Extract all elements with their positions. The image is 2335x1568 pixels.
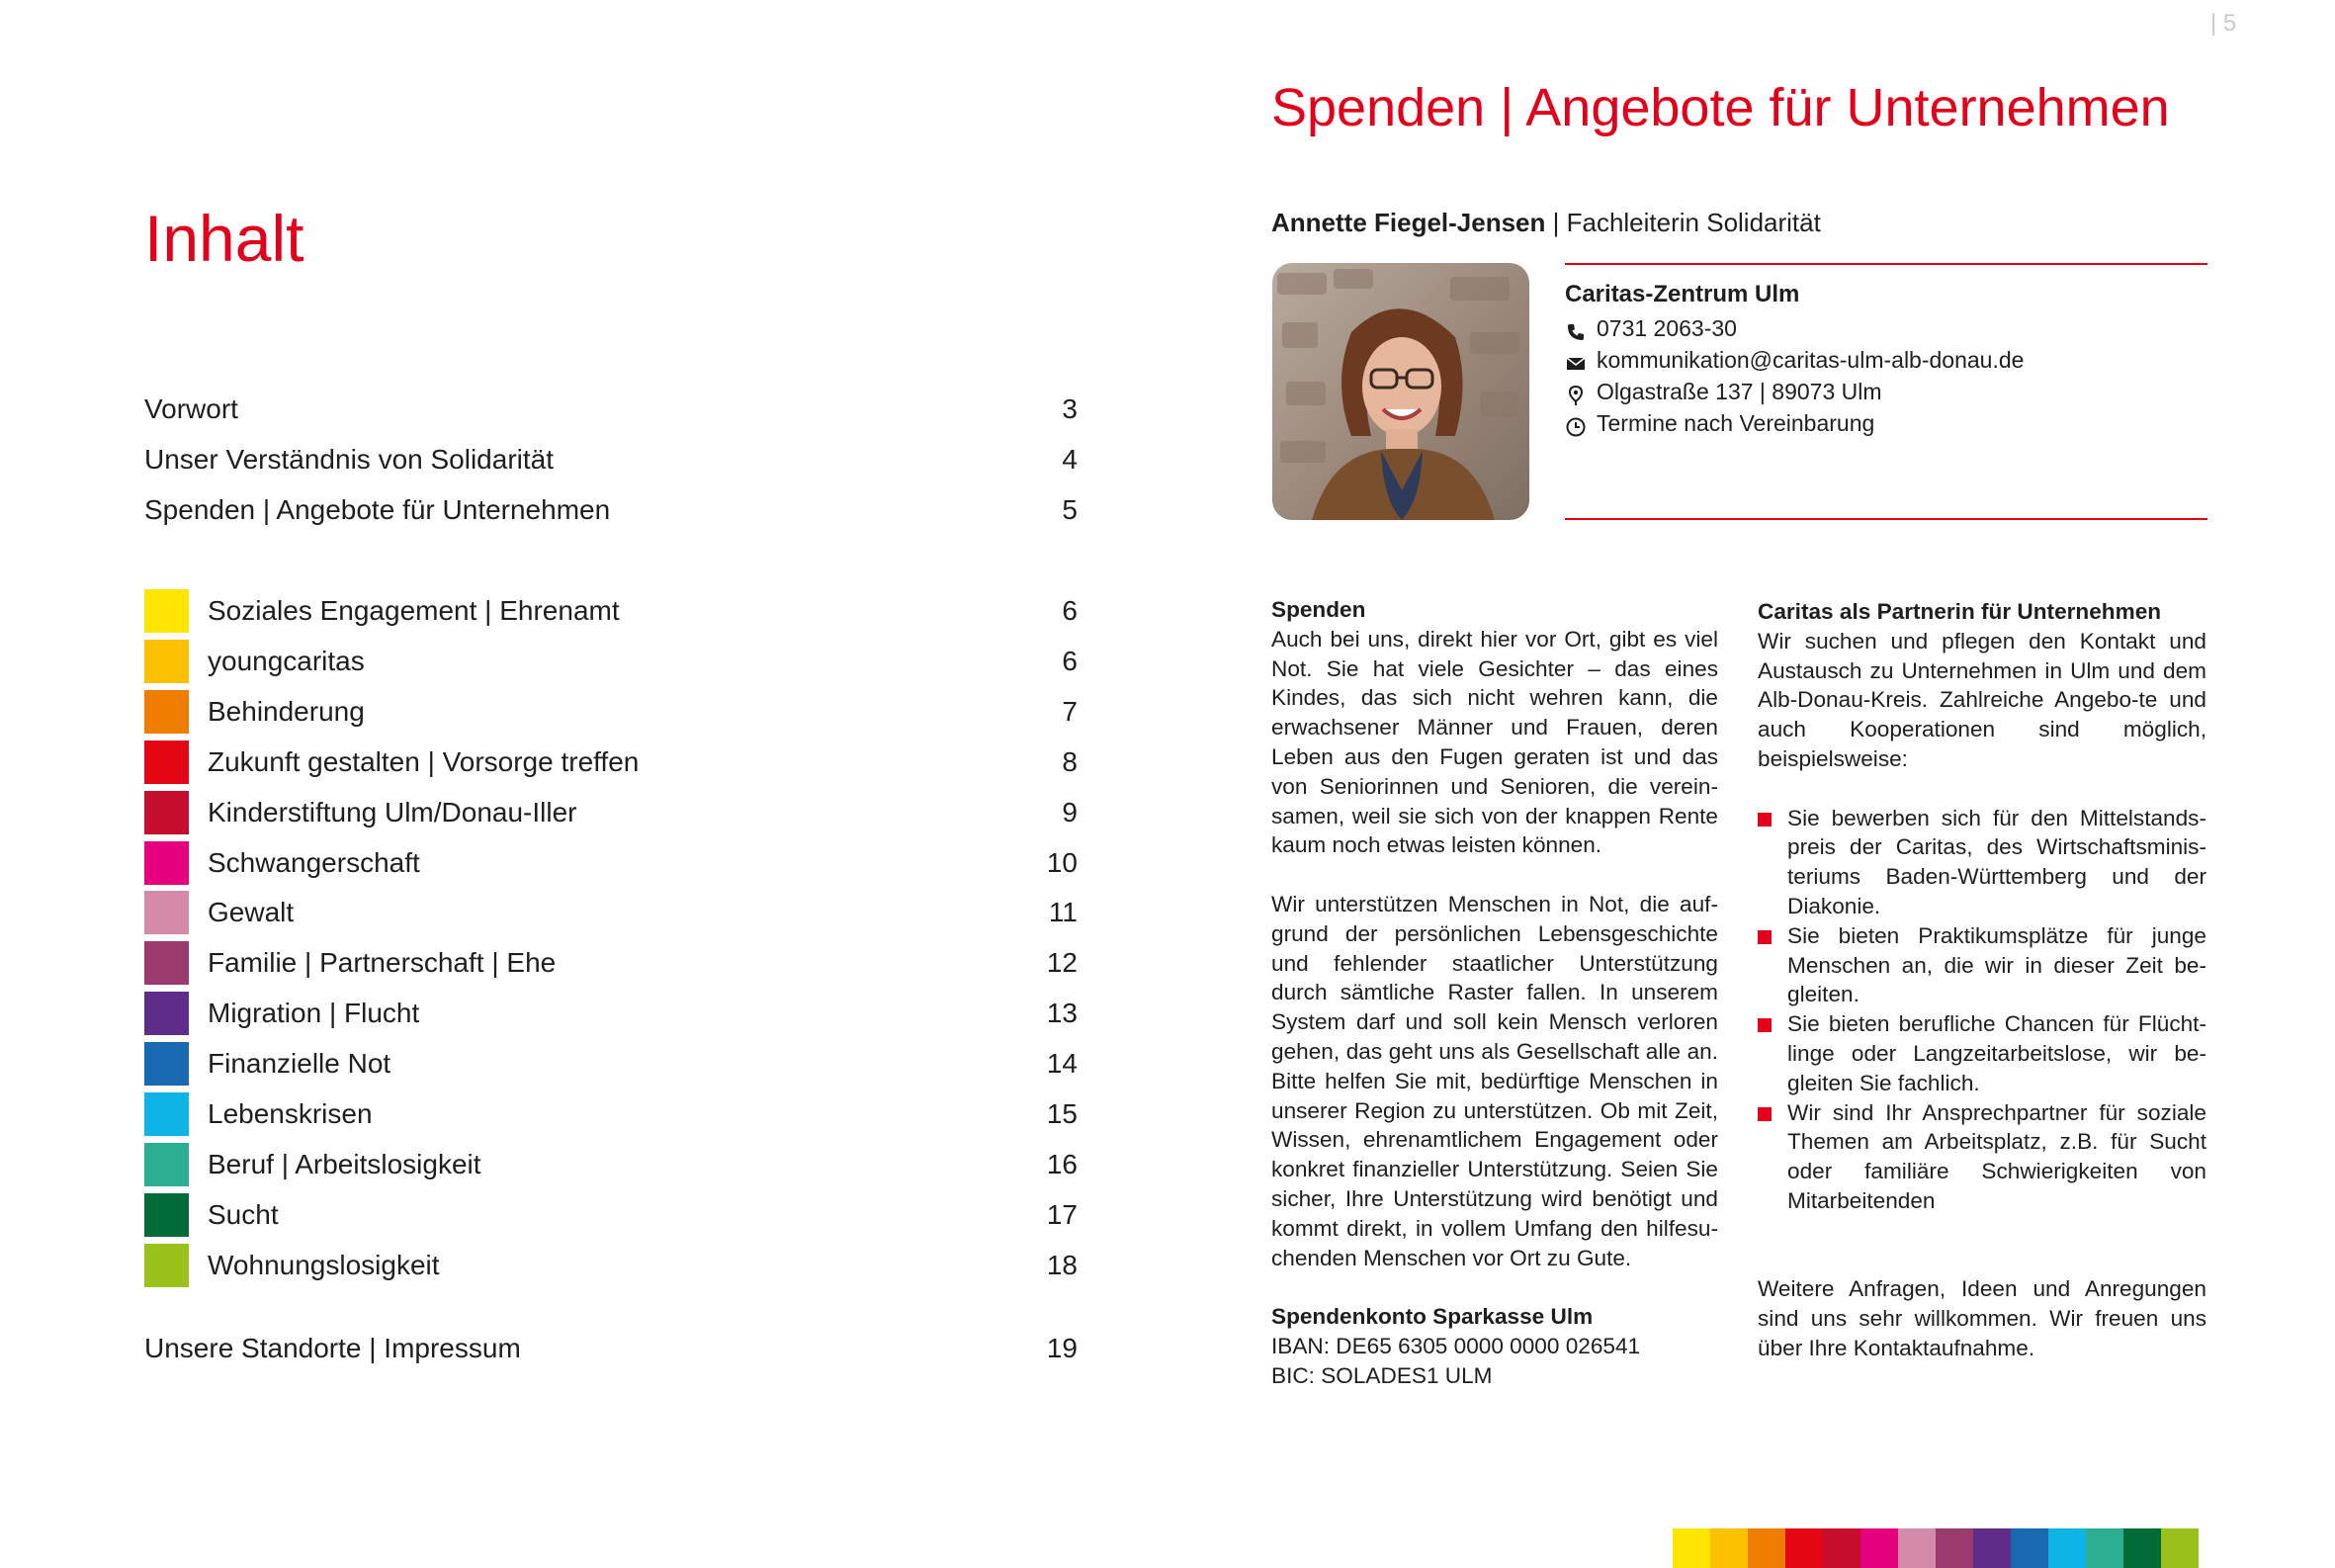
topic-color-swatch <box>144 841 189 885</box>
color-bar-segment <box>1710 1528 1748 1568</box>
topic-color-swatch <box>144 1244 189 1287</box>
toc-entry-page: 15 <box>1046 1098 1078 1129</box>
topic-color-swatch <box>144 690 189 734</box>
toc-entry-page: 12 <box>1046 947 1078 979</box>
contact-phone-value: 0731 2063-30 <box>1597 315 1737 341</box>
color-bar-segment <box>2086 1528 2123 1568</box>
contact-block <box>1565 281 2024 439</box>
toc-entry-topic[interactable] <box>144 740 1078 784</box>
partner-closing: Weitere Anfragen, Ideen und Anregungen sind uns sehr willkommen. Wir freuen uns über Ihre Kontaktaufnahme. <box>1758 1276 2206 1360</box>
toc-entry-page: 3 <box>1062 393 1078 424</box>
toc-entry-label: Kinderstiftung Ulm/Donau-Iller <box>208 796 577 828</box>
toc-entry-page: 14 <box>1046 1048 1078 1080</box>
mail-icon <box>1565 351 1587 373</box>
color-bar-segment <box>1898 1528 1936 1568</box>
location-icon <box>1565 383 1587 404</box>
toc-entry-page: 18 <box>1046 1249 1078 1280</box>
toc-entry-label: Gewalt <box>208 897 295 928</box>
toc-entry-topic[interactable] <box>144 690 1078 734</box>
toc-entry-label: Zukunft gestalten | Vorsorge treffen <box>208 745 640 777</box>
contact-org: Caritas-Zentrum Ulm <box>1565 281 1800 307</box>
partner-column <box>1758 597 2206 1363</box>
toc-entry-topic[interactable] <box>144 992 1078 1035</box>
color-bar-segment <box>1785 1528 1823 1568</box>
toc-entry-topic[interactable] <box>144 891 1078 934</box>
color-bar <box>1673 1528 2199 1568</box>
toc-entry-page: 6 <box>1062 645 1078 676</box>
toc-entry-topic[interactable] <box>144 589 1078 633</box>
contact-phone[interactable] <box>1565 312 2024 344</box>
topic-color-swatch <box>144 941 189 985</box>
donation-paragraph-2: Wir unterstützen Menschen in Not, die auf-grund der persönlichen Lebensgeschichte und fehlender staatlicher Unterstützung durch sämtliche Raster fallen. In unserem System darf und soll kein Mensch verloren gehen, das geht uns als Gesellschaft alle an. Bitte helfen Sie mit, bedürftige Menschen in unserer Region zu unterstützen. Ob mit Zeit, Wissen, ehrenamtlichem Engagement oder konkret finanzieller Unterstützung. Seien Sie sicher, Ihre Unterstützung wird benötigt und kommt direkt, in vollem Umfang den hilfesu-chenden Menschen vor Ort zu Gute. <box>1271 891 1718 1270</box>
toc-entry-page: 4 <box>1062 444 1078 475</box>
topic-color-swatch <box>144 891 189 934</box>
toc-entry-page: 16 <box>1046 1148 1078 1179</box>
toc-entry-topic[interactable] <box>144 1244 1078 1287</box>
topic-color-swatch <box>144 1092 189 1136</box>
contact-hours <box>1565 407 2024 439</box>
toc-entry-topic[interactable] <box>144 791 1078 834</box>
phone-icon <box>1565 319 1587 341</box>
toc-entry-topic[interactable] <box>144 1042 1078 1086</box>
color-bar-segment <box>1748 1528 1785 1568</box>
account-heading: Spendenkonto Sparkasse Ulm <box>1271 1304 1594 1330</box>
toc-entry-topic[interactable] <box>144 640 1078 683</box>
toc-entry-topic[interactable] <box>144 1143 1078 1186</box>
divider-bottom <box>1565 518 2207 520</box>
toc-entry-page: 19 <box>1046 1333 1078 1363</box>
toc-entry-page: 11 <box>1048 897 1078 928</box>
toc-entry-label: Lebenskrisen <box>208 1098 373 1129</box>
toc-entry-page: 13 <box>1046 998 1078 1029</box>
portrait-photo <box>1272 263 1529 520</box>
contact-hours-value: Termine nach Vereinbarung <box>1597 410 1875 436</box>
topic-color-swatch <box>144 589 189 633</box>
toc-entry-label: Finanzielle Not <box>208 1048 391 1080</box>
toc-entry-label: Spenden | Angebote für Unternehmen <box>144 494 611 525</box>
person-role: | Fachleiterin Solidarität <box>1545 208 1821 237</box>
toc-entry-topic[interactable] <box>144 1193 1078 1237</box>
toc-entry-topic[interactable] <box>144 941 1078 985</box>
toc-entry-page: 5 <box>1062 494 1078 525</box>
donation-paragraph-1: Auch bei uns, direkt hier vor Ort, gibt es viel Not. Sie hat viele Gesichter – das eines Kindes, das sich nicht wehren kann, die erwachsener Männer und Frauen, deren Leben aus den Fugen geraten ist und das von Seniorinnen und Senioren, die verein-samen, weil sie sich von der knappen Rente kaum noch etwas leisten können. <box>1271 626 1718 858</box>
topic-color-swatch <box>144 740 189 784</box>
color-bar-segment <box>1823 1528 1860 1568</box>
toc-entry-page: 10 <box>1046 846 1078 878</box>
partner-bullet: Sie bewerben sich für den Mittelstands-preis der Caritas, des Wirtschaftsminis-teriums Baden-Württemberg und der Diakonie. <box>1758 804 2206 921</box>
toc-entry-label: Behinderung <box>208 695 365 727</box>
donation-heading: Spenden <box>1271 597 1366 622</box>
topic-color-swatch <box>144 640 189 683</box>
toc-entry-page: 7 <box>1062 695 1078 727</box>
toc-entry-label: Vorwort <box>144 393 238 424</box>
toc-entry-label: Sucht <box>208 1198 279 1230</box>
person-name: Annette Fiegel-Jensen <box>1271 208 1546 237</box>
account-iban: IBAN: DE65 6305 0000 0000 026541 <box>1271 1333 1641 1358</box>
color-bar-segment <box>1973 1528 2011 1568</box>
topic-color-swatch <box>144 992 189 1035</box>
toc-entry-label: Wohnungslosigkeit <box>208 1249 440 1280</box>
partner-heading: Caritas als Partnerin für Unternehmen <box>1758 599 2162 624</box>
partner-intro: Wir suchen und pflegen den Kontakt und Austausch zu Unternehmen in Ulm und dem Alb-Donau-Kreis. Zahlreiche Angebo-te und auch Kooperationen sind möglich, beispielsweise: <box>1758 628 2206 771</box>
toc-entry-page: 17 <box>1046 1198 1078 1230</box>
partner-bullet: Wir sind Ihr Ansprechpartner für soziale Themen am Arbeitsplatz, z.B. für Sucht oder familiäre Schwierigkeiten von Mitarbeitenden <box>1758 1098 2206 1216</box>
contact-address <box>1565 376 2024 407</box>
toc-title: Inhalt <box>144 202 304 275</box>
toc-entry[interactable] <box>144 388 1078 431</box>
contact-email[interactable] <box>1565 344 2024 376</box>
contact-address-value: Olgastraße 137 | 89073 Ulm <box>1597 379 1882 404</box>
divider-top <box>1565 263 2207 265</box>
toc-entry-label: Soziales Engagement | Ehrenamt <box>208 595 620 626</box>
toc-entry[interactable] <box>144 438 1078 481</box>
toc-entry-label: Migration | Flucht <box>208 998 420 1029</box>
partner-bullet: Sie bieten Praktikumsplätze für junge Menschen an, die wir in dieser Zeit be-gleiten. <box>1758 921 2206 1009</box>
page-title: Spenden | Angebote für Unternehmen <box>1271 78 2170 137</box>
toc-entry-page: 9 <box>1062 796 1078 828</box>
page-number: | 5 <box>2210 10 2237 37</box>
toc-entry-label: Unser Verständnis von Solidarität <box>144 444 554 475</box>
topic-color-swatch <box>144 1143 189 1186</box>
toc-entry-label: Unsere Standorte | Impressum <box>144 1333 521 1363</box>
color-bar-segment <box>2123 1528 2161 1568</box>
toc-entry-label: Familie | Partnerschaft | Ehe <box>208 947 557 979</box>
toc-entry-label: Beruf | Arbeitslosigkeit <box>208 1148 481 1179</box>
color-bar-segment <box>1936 1528 1973 1568</box>
contact-email-value: kommunikation@caritas-ulm-alb-donau.de <box>1597 347 2025 373</box>
toc-entry[interactable] <box>144 488 1078 532</box>
contact-person <box>1271 208 1821 238</box>
topic-color-swatch <box>144 1193 189 1237</box>
toc-entry-label: youngcaritas <box>208 645 365 676</box>
color-bar-segment <box>1860 1528 1898 1568</box>
toc-entry-label: Schwangerschaft <box>208 846 420 878</box>
partner-bullet: Sie bieten berufliche Chancen für Flücht-linge oder Langzeitarbeitslose, wir be-gleiten Sie fachlich. <box>1758 1009 2206 1097</box>
color-bar-segment <box>1673 1528 1710 1568</box>
toc-entry-page: 6 <box>1062 595 1078 626</box>
toc-entry-footer[interactable] <box>144 1327 1078 1370</box>
toc-entry-page: 8 <box>1062 745 1078 777</box>
account-bic: BIC: SOLADES1 ULM <box>1271 1362 1493 1388</box>
color-bar-segment <box>2161 1528 2199 1568</box>
topic-color-swatch <box>144 1042 189 1086</box>
color-bar-segment <box>2011 1528 2048 1568</box>
toc-entry-topic[interactable] <box>144 1092 1078 1136</box>
topic-color-swatch <box>144 791 189 834</box>
donation-column <box>1271 595 1718 1391</box>
toc-entry-topic[interactable] <box>144 841 1078 885</box>
clock-icon <box>1565 414 1587 436</box>
color-bar-segment <box>2048 1528 2086 1568</box>
